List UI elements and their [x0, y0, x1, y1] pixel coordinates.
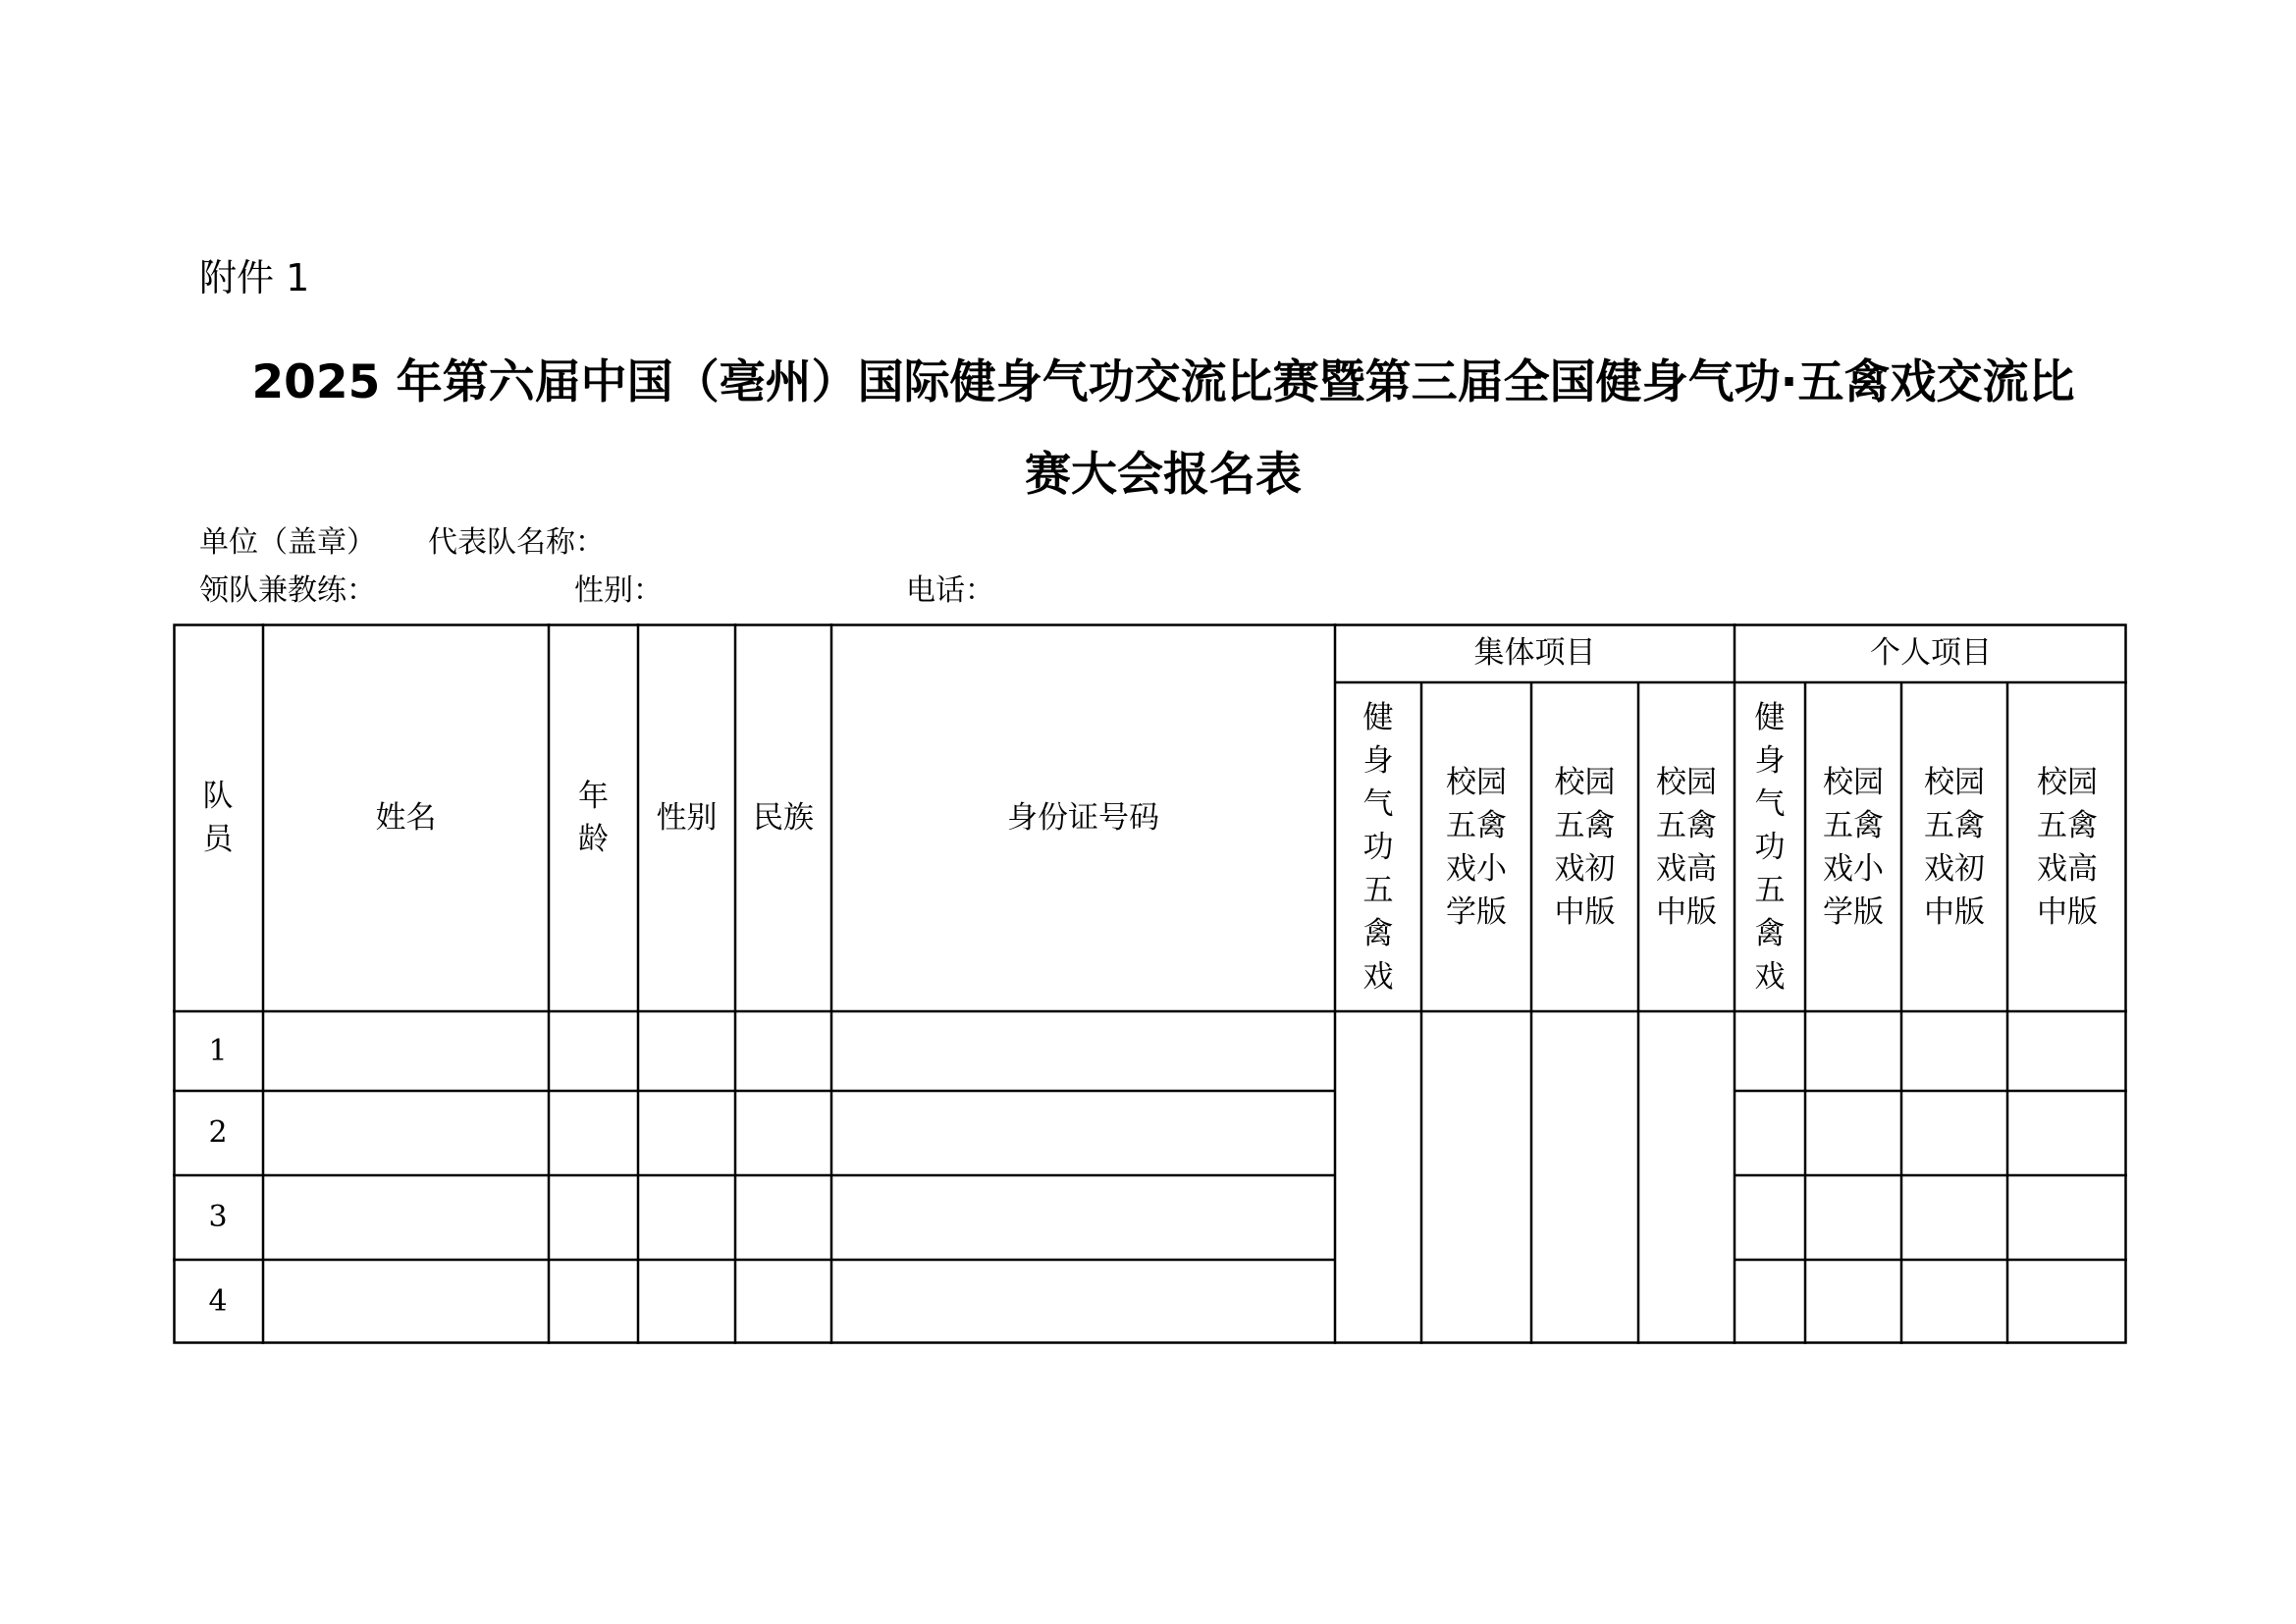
row-number: 2 [208, 1115, 228, 1150]
event-header-individual-senior: 校园五禽戏高中版 [2037, 764, 2098, 930]
col-header-age: 年龄 [578, 778, 609, 857]
row-number: 4 [208, 1284, 228, 1319]
row-number: 3 [208, 1200, 228, 1234]
team-name-label: 代表队名称： [428, 525, 605, 560]
col-header-gender: 性别 [656, 799, 718, 836]
group-header-individual: 个人项目 [1870, 635, 1992, 671]
event-header-collective-junior: 校园五禽戏初中版 [1554, 764, 1616, 930]
event-header-collective-jianshen: 健身气功五禽戏 [1362, 699, 1394, 995]
event-header-collective-primary: 校园五禽戏小学版 [1446, 764, 1507, 930]
attachment-label: 附件 1 [199, 256, 310, 299]
phone-label: 电话： [906, 573, 994, 608]
event-header-individual-jianshen: 健身气功五禽戏 [1754, 699, 1786, 995]
row-number: 1 [208, 1033, 228, 1068]
event-header-collective-senior: 校园五禽戏高中版 [1656, 764, 1717, 930]
event-header-individual-primary: 校园五禽戏小学版 [1823, 764, 1884, 930]
col-header-ethnicity: 民族 [753, 799, 814, 836]
event-header-individual-junior: 校园五禽戏初中版 [1924, 764, 1985, 930]
leader-coach-label: 领队兼教练： [199, 573, 376, 608]
col-header-id-number: 身份证号码 [1007, 799, 1159, 836]
gender-label: 性别： [574, 573, 663, 608]
col-header-team-member: 队员 [202, 778, 234, 857]
registration-table [173, 623, 2127, 1344]
group-header-collective: 集体项目 [1473, 635, 1596, 671]
col-header-name: 姓名 [375, 799, 437, 836]
form-title-line2: 赛大会报名表 [1025, 448, 1302, 502]
unit-stamp-label: 单位（盖章） [199, 525, 376, 560]
form-title-line1: 2025 年第六届中国（亳州）国际健身气功交流比赛暨第三届全国健身气功·五禽戏交流比 [251, 355, 2075, 409]
